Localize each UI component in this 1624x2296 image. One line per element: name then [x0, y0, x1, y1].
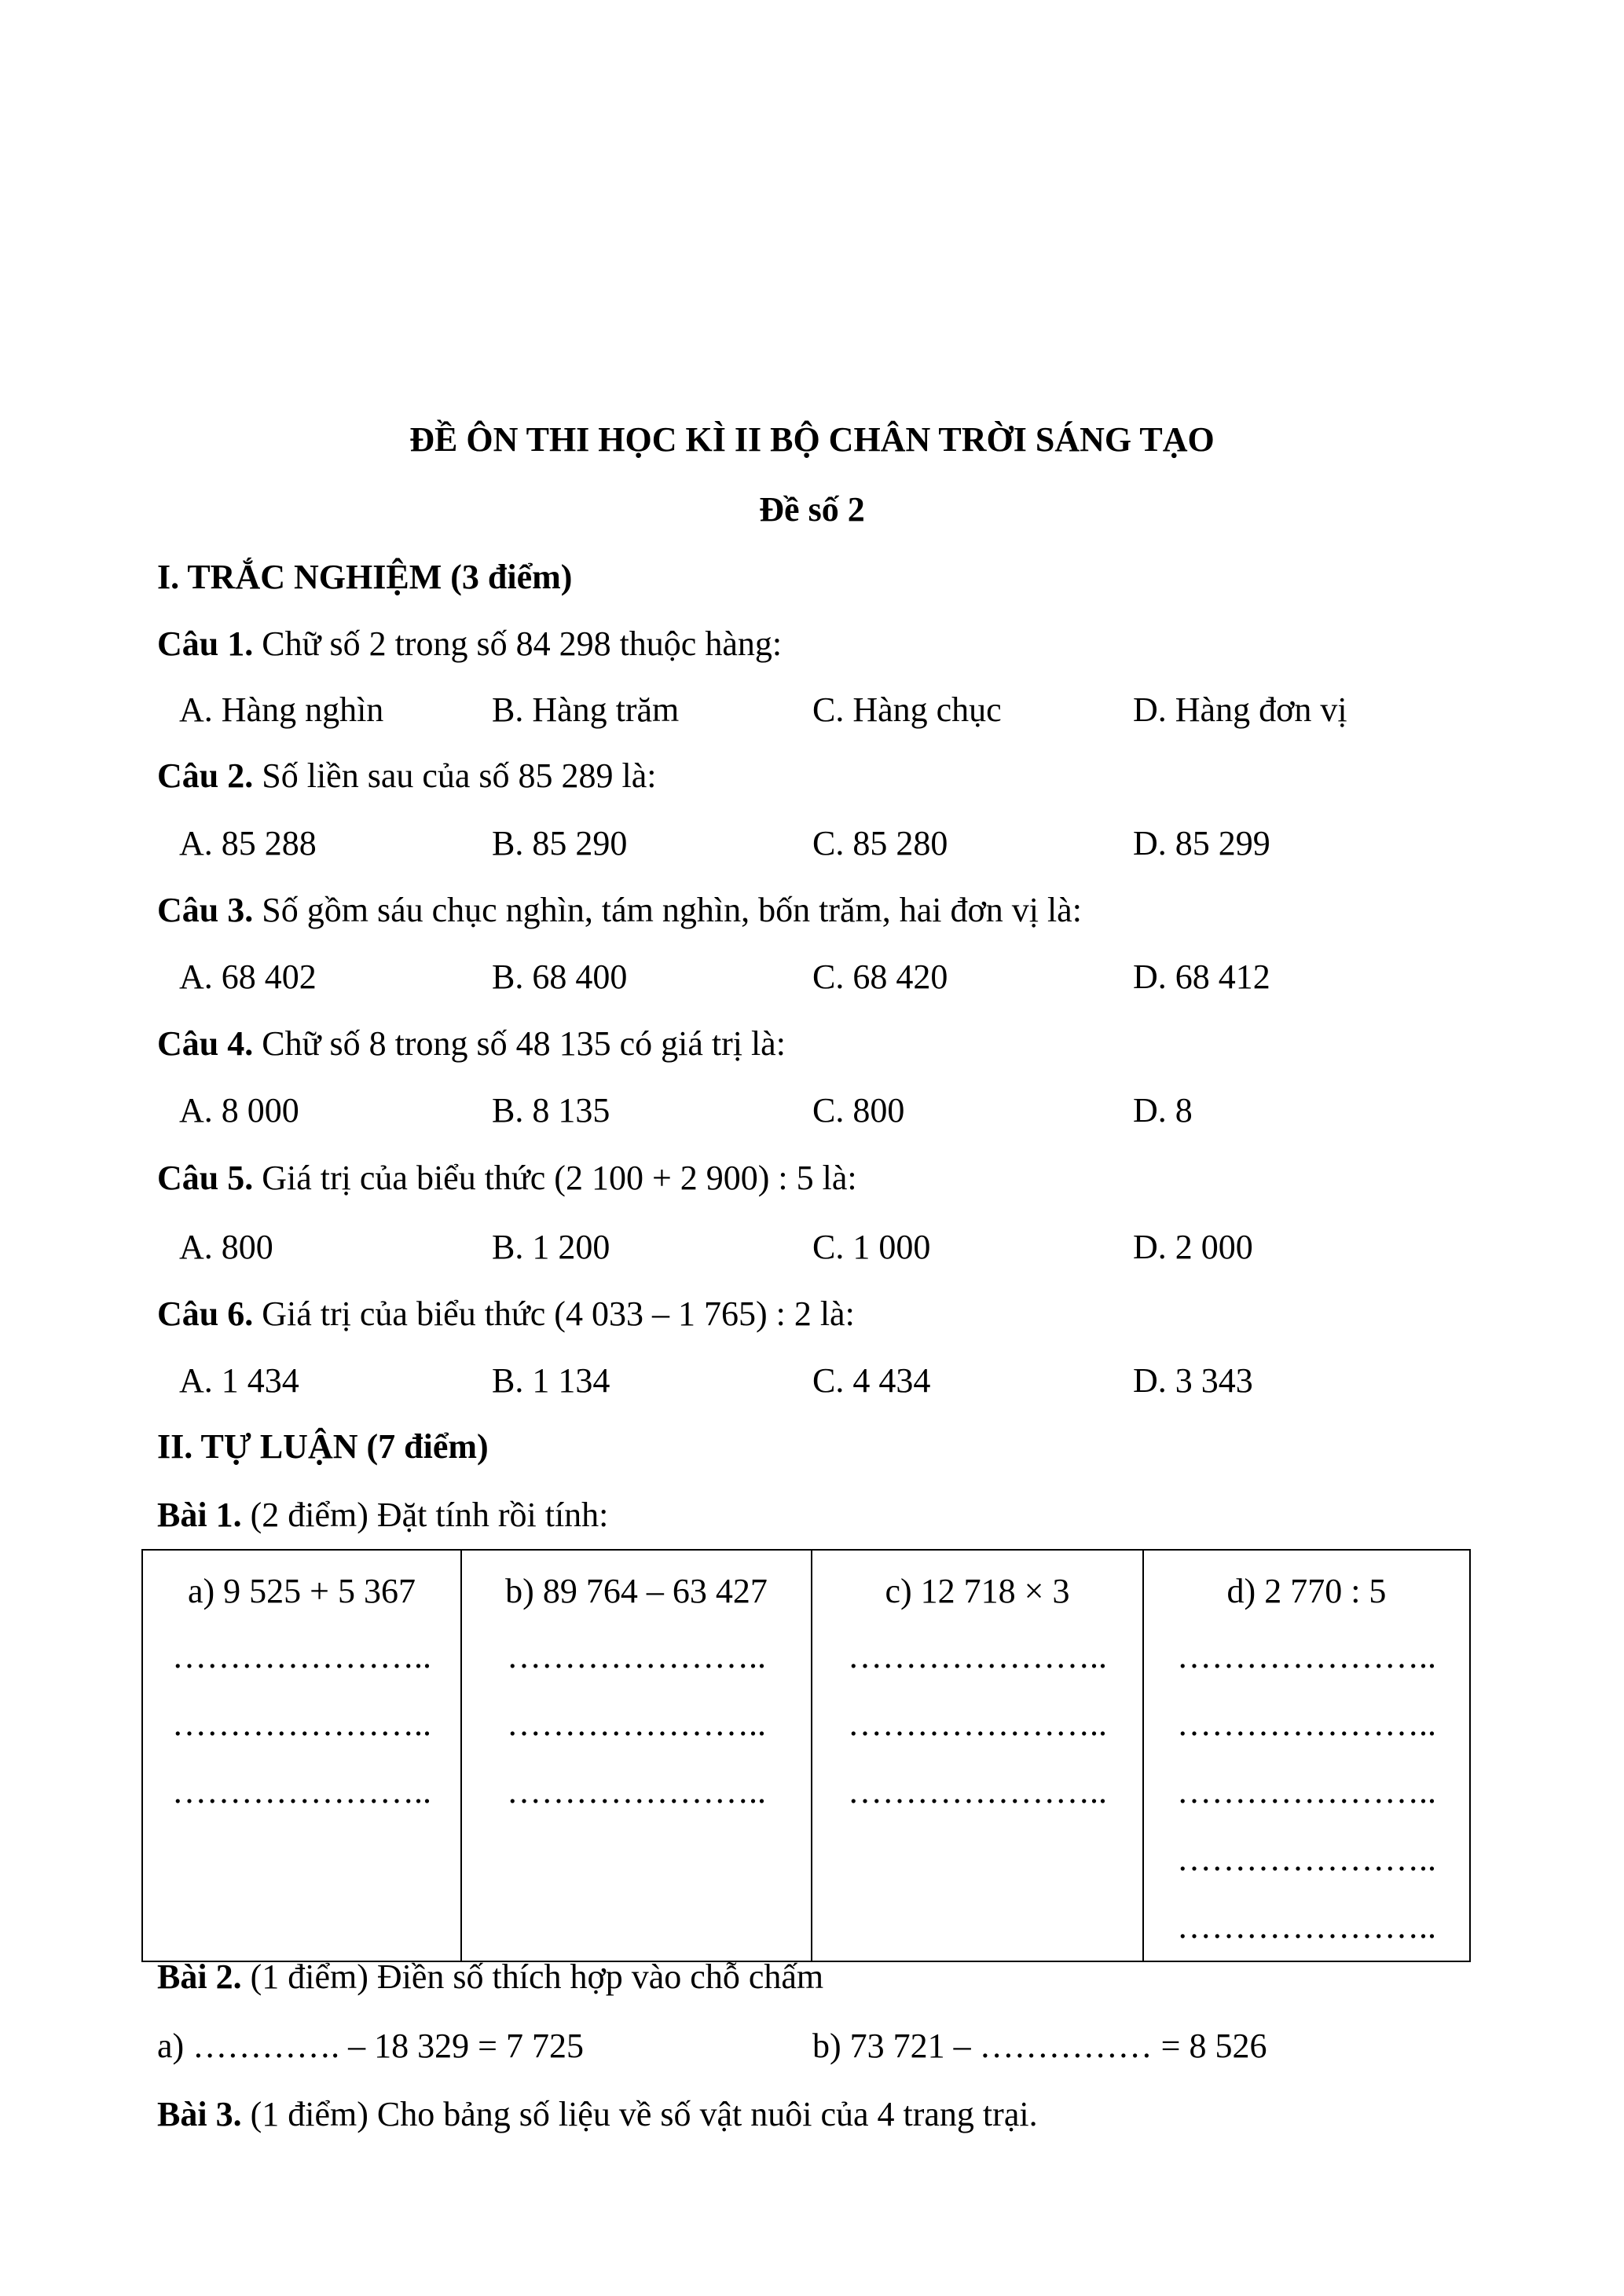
- question-text: Chữ số 2 trong số 84 298 thuộc hàng:: [253, 624, 783, 663]
- question-6: [157, 1294, 855, 1333]
- answer-dots: …………………..: [507, 1705, 766, 1743]
- question-1-option-a: A. Hàng nghìn: [179, 690, 384, 729]
- question-label: Câu 6.: [157, 1294, 254, 1333]
- question-1-option-c: C. Hàng chục: [812, 690, 1002, 729]
- question-3-option-a: A. 68 402: [179, 958, 317, 996]
- bai2-item-b: b) 73 721 – …………… = 8 526: [812, 2027, 1267, 2065]
- question-3-option-b: B. 68 400: [492, 958, 628, 996]
- question-2-option-a: A. 85 288: [179, 824, 317, 862]
- bai1-text: (2 điểm) Đặt tính rồi tính:: [241, 1496, 609, 1534]
- question-5-option-c: C. 1 000: [812, 1228, 931, 1266]
- answer-dots: …………………..: [172, 1637, 431, 1675]
- question-1: [157, 624, 783, 663]
- question-6-option-d: D. 3 343: [1133, 1361, 1253, 1400]
- answer-dots: …………………..: [1177, 1705, 1436, 1743]
- bai1-prompt: [157, 1498, 608, 1532]
- bai2-prompt: [157, 1957, 824, 1996]
- part1-heading: I. TRẮC NGHIỆM (3 điểm): [157, 558, 573, 596]
- question-3-option-d: D. 68 412: [1133, 958, 1270, 996]
- answer-dots: …………………..: [172, 1705, 431, 1743]
- bai2-item-a: a) …………. – 18 329 = 7 725: [157, 2027, 584, 2065]
- question-5-option-d: D. 2 000: [1133, 1228, 1253, 1266]
- answer-dots: …………………..: [1177, 1840, 1436, 1878]
- calc-cell-c: [812, 1550, 1143, 1961]
- question-label: Câu 1.: [157, 624, 254, 663]
- question-6-option-b: B. 1 134: [492, 1361, 610, 1400]
- question-text: Số liền sau của số 85 289 là:: [253, 756, 657, 795]
- answer-dots: …………………..: [848, 1772, 1107, 1811]
- calc-expression: c) 12 718 × 3: [885, 1572, 1070, 1610]
- question-label: Câu 4.: [157, 1024, 254, 1063]
- bai3-text: (1 điểm) Cho bảng số liệu về số vật nuôi của 4 trang trại.: [241, 2095, 1038, 2133]
- question-4-option-c: C. 800: [812, 1091, 905, 1130]
- question-text: Giá trị của biểu thức (2 100 + 2 900) : 5 là:: [253, 1159, 857, 1197]
- question-5-option-b: B. 1 200: [492, 1228, 610, 1266]
- answer-dots: …………………..: [1177, 1637, 1436, 1675]
- question-5: [157, 1161, 857, 1196]
- answer-dots: …………………..: [1177, 1772, 1436, 1811]
- answer-dots: …………………..: [507, 1637, 766, 1675]
- answer-dots: …………………..: [172, 1772, 431, 1811]
- question-text: Chữ số 8 trong số 48 135 có giá trị là:: [253, 1024, 786, 1063]
- answer-dots: …………………..: [507, 1772, 766, 1811]
- bai2-text: (1 điểm) Điền số thích hợp vào chỗ chấm: [241, 1957, 824, 1996]
- calc-expression: d) 2 770 : 5: [1226, 1572, 1387, 1610]
- question-2-option-d: D. 85 299: [1133, 824, 1270, 862]
- question-4-option-a: A. 8 000: [179, 1091, 299, 1130]
- calc-cell-d: [1143, 1550, 1470, 1961]
- question-6-option-a: A. 1 434: [179, 1361, 299, 1400]
- question-2-option-b: B. 85 290: [492, 824, 628, 862]
- question-label: Câu 2.: [157, 756, 254, 795]
- answer-dots: …………………..: [848, 1705, 1107, 1743]
- question-3: [157, 893, 1082, 928]
- calc-expression: b) 89 764 – 63 427: [505, 1572, 768, 1610]
- question-2: [157, 756, 657, 795]
- bai2-label: Bài 2.: [157, 1957, 242, 1996]
- question-6-option-c: C. 4 434: [812, 1361, 931, 1400]
- calc-cell-b: [461, 1550, 812, 1961]
- question-5-option-a: A. 800: [179, 1228, 273, 1266]
- question-4-option-b: B. 8 135: [492, 1091, 610, 1130]
- question-2-option-c: C. 85 280: [812, 824, 948, 862]
- part2-heading: II. TỰ LUẬN (7 điểm): [157, 1427, 489, 1466]
- question-label: Câu 3.: [157, 891, 254, 929]
- question-3-option-c: C. 68 420: [812, 958, 948, 996]
- question-1-option-d: D. Hàng đơn vị: [1133, 690, 1347, 729]
- question-text: Giá trị của biểu thức (4 033 – 1 765) : 2 là:: [253, 1294, 855, 1333]
- calculation-table: [141, 1549, 1471, 1962]
- calc-expression: a) 9 525 + 5 367: [188, 1572, 416, 1610]
- answer-dots: …………………..: [1177, 1907, 1436, 1946]
- question-text: Số gồm sáu chục nghìn, tám nghìn, bốn trăm, hai đơn vị là:: [253, 891, 1082, 929]
- question-4-option-d: D. 8: [1133, 1091, 1193, 1130]
- bai3-label: Bài 3.: [157, 2095, 242, 2133]
- document-title: ĐỀ ÔN THI HỌC KÌ II BỘ CHÂN TRỜI SÁNG TẠO: [409, 420, 1215, 459]
- question-1-option-b: B. Hàng trăm: [492, 690, 680, 729]
- answer-dots: …………………..: [848, 1637, 1107, 1675]
- bai1-label: Bài 1.: [157, 1496, 242, 1534]
- question-4: [157, 1024, 786, 1063]
- question-label: Câu 5.: [157, 1159, 254, 1197]
- document-subtitle: Đề số 2: [759, 490, 865, 529]
- calc-cell-a: [142, 1550, 461, 1961]
- bai3-prompt: [157, 2097, 1038, 2132]
